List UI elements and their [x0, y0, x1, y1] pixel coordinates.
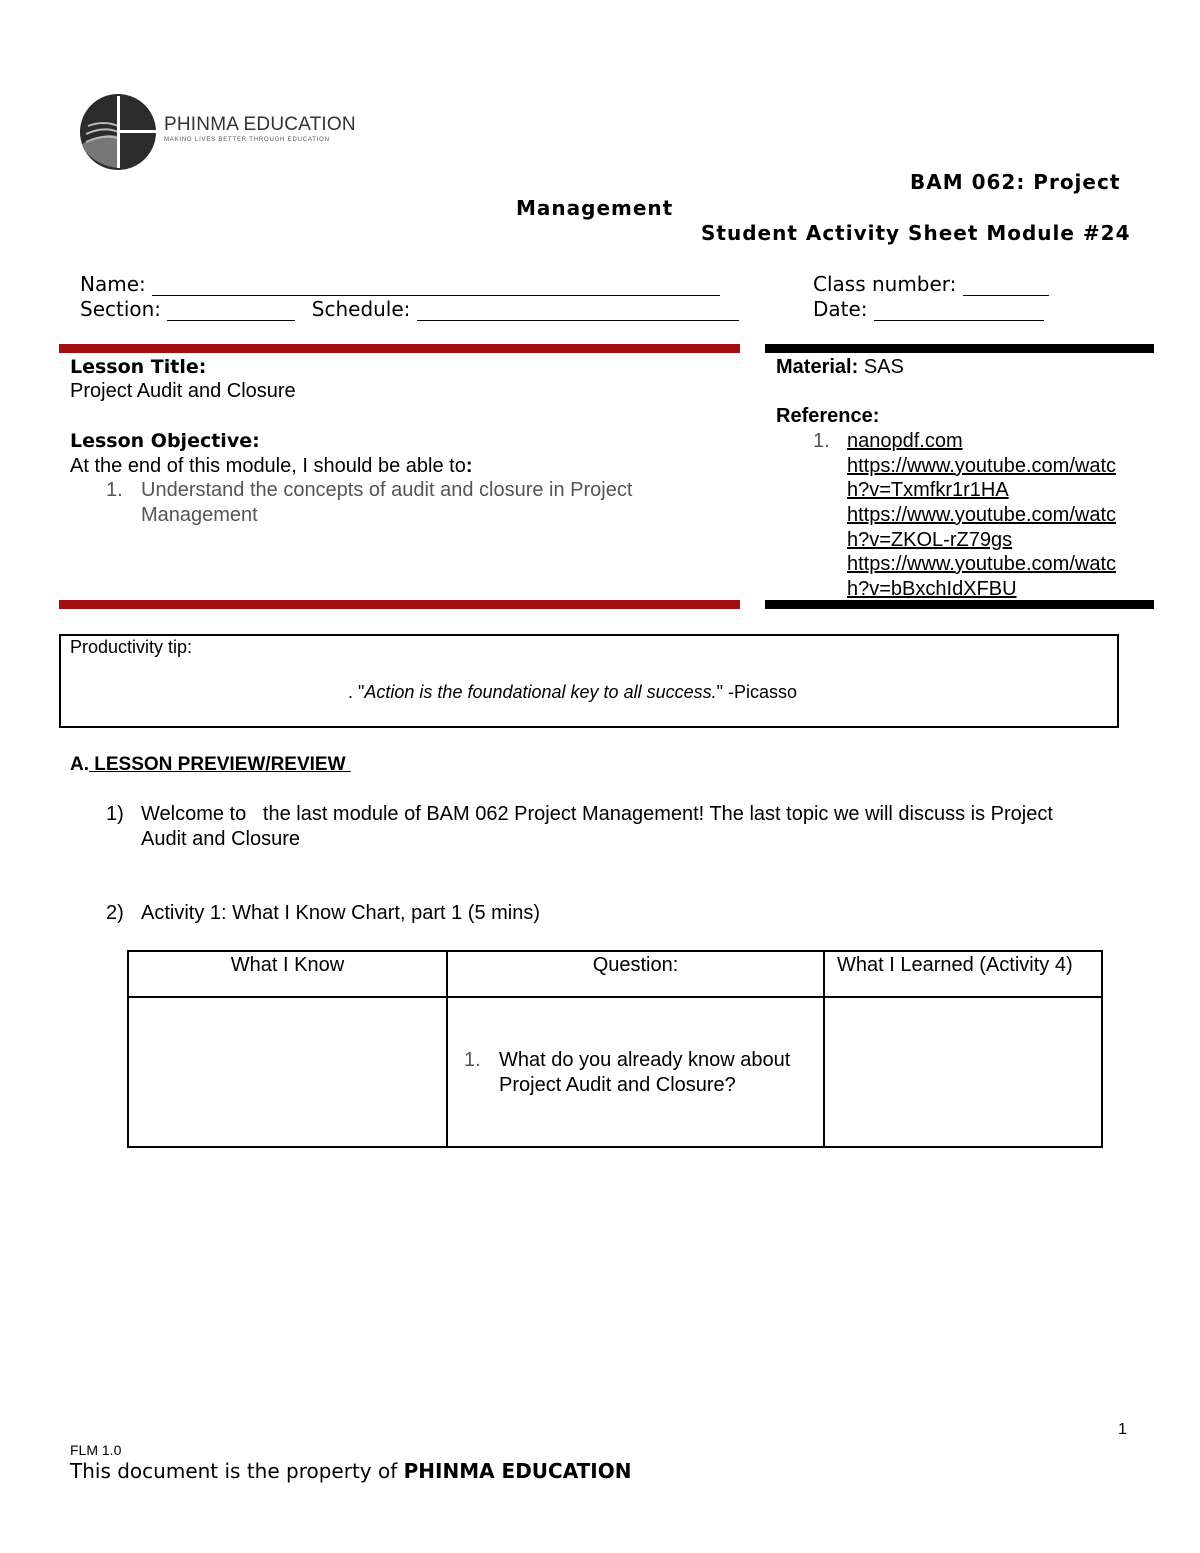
reference-link-youtube-1b[interactable]: h?v=Txmfkr1r1HA	[847, 479, 1009, 501]
schedule-blank[interactable]	[417, 300, 739, 321]
lesson-bottom-bar	[59, 600, 740, 609]
material-line	[776, 356, 904, 379]
section-field	[80, 297, 739, 321]
class-number-blank[interactable]	[963, 275, 1049, 296]
what-i-know-table	[127, 950, 1103, 1148]
section-blank[interactable]	[167, 300, 295, 321]
reference-label: Reference:	[776, 405, 880, 427]
reference-link-nanopdf[interactable]: nanopdf.com	[847, 430, 963, 452]
what-i-know-cell[interactable]	[133, 1002, 442, 1140]
lesson-title-label: Lesson Title:	[70, 356, 207, 378]
name-label: Name:	[80, 272, 146, 296]
lesson-objective-intro: At the end of this module, I should be able to:	[70, 455, 473, 477]
date-blank[interactable]	[874, 300, 1044, 321]
reference-number: 1.	[813, 430, 830, 452]
question-line-1: What do you already know about	[499, 1049, 791, 1071]
lesson-top-bar	[59, 344, 740, 353]
date-field	[813, 297, 1044, 321]
module-title: Student Activity Sheet Module #24	[701, 221, 1131, 245]
item-2-number: 2)	[106, 902, 124, 924]
material-bottom-bar	[765, 600, 1154, 609]
class-number-label: Class number:	[813, 272, 957, 296]
lesson-objective-label: Lesson Objective:	[70, 430, 260, 452]
material-top-bar	[765, 344, 1154, 353]
productivity-quote: . "Action is the foundational key to all success." -Picasso	[348, 682, 798, 702]
what-i-learned-cell[interactable]	[829, 1002, 1095, 1140]
table-header-what-i-know: What I Know	[230, 954, 345, 976]
question-number: 1.	[464, 1049, 481, 1071]
productivity-tip-label: Productivity tip:	[70, 637, 193, 657]
item-1-number: 1)	[106, 803, 124, 825]
logo-tagline: MAKING LIVES BETTER THROUGH EDUCATION	[164, 137, 330, 143]
reference-link-youtube-3a[interactable]: https://www.youtube.com/watc	[847, 553, 1117, 575]
objective-line-2: Management	[141, 504, 258, 526]
section-a-heading: A. LESSON PREVIEW/REVIEW	[70, 754, 351, 775]
table-header-question: Question:	[592, 954, 679, 976]
schedule-label: Schedule:	[311, 297, 411, 321]
name-blank[interactable]	[152, 275, 720, 296]
material-value: SAS	[863, 356, 904, 378]
reference-link-youtube-1a[interactable]: https://www.youtube.com/watc	[847, 455, 1117, 477]
course-title-cont: Management	[516, 196, 674, 220]
property-notice: This document is the property of PHINMA EDUCATION	[70, 1459, 632, 1483]
lesson-title: Project Audit and Closure	[70, 380, 296, 402]
name-field	[80, 272, 720, 296]
date-label: Date:	[813, 297, 868, 321]
item-1-line-1: Welcome to the last module of BAM 062 Project Management! The last topic we will discuss is Project	[141, 803, 1053, 825]
reference-link-youtube-2a[interactable]: https://www.youtube.com/watc	[847, 504, 1117, 526]
table-header-what-i-learned: What I Learned (Activity 4)	[837, 954, 1073, 976]
logo-wordmark: PHINMA EDUCATION	[164, 114, 356, 135]
objective-number: 1.	[106, 479, 123, 501]
item-2-text: Activity 1: What I Know Chart, part 1 (5 mins)	[141, 902, 541, 924]
phinma-logo-icon	[78, 92, 158, 172]
productivity-tip-box	[59, 634, 1119, 728]
section-label: Section:	[80, 297, 162, 321]
objective-line-1: Understand the concepts of audit and closure in Project	[141, 479, 633, 501]
question-line-2: Project Audit and Closure?	[499, 1074, 736, 1096]
class-number-field	[813, 272, 1049, 296]
reference-link-youtube-2b[interactable]: h?v=ZKOL-rZ79gs	[847, 529, 1013, 551]
reference-link-youtube-3b[interactable]: h?v=bBxchIdXFBU	[847, 578, 1017, 600]
page-number: 1	[1118, 1421, 1127, 1438]
item-1-line-2: Audit and Closure	[141, 828, 300, 850]
flm-version: FLM 1.0	[70, 1442, 122, 1458]
material-label: Material:	[776, 356, 859, 378]
course-title: BAM 062: Project	[910, 170, 1121, 194]
